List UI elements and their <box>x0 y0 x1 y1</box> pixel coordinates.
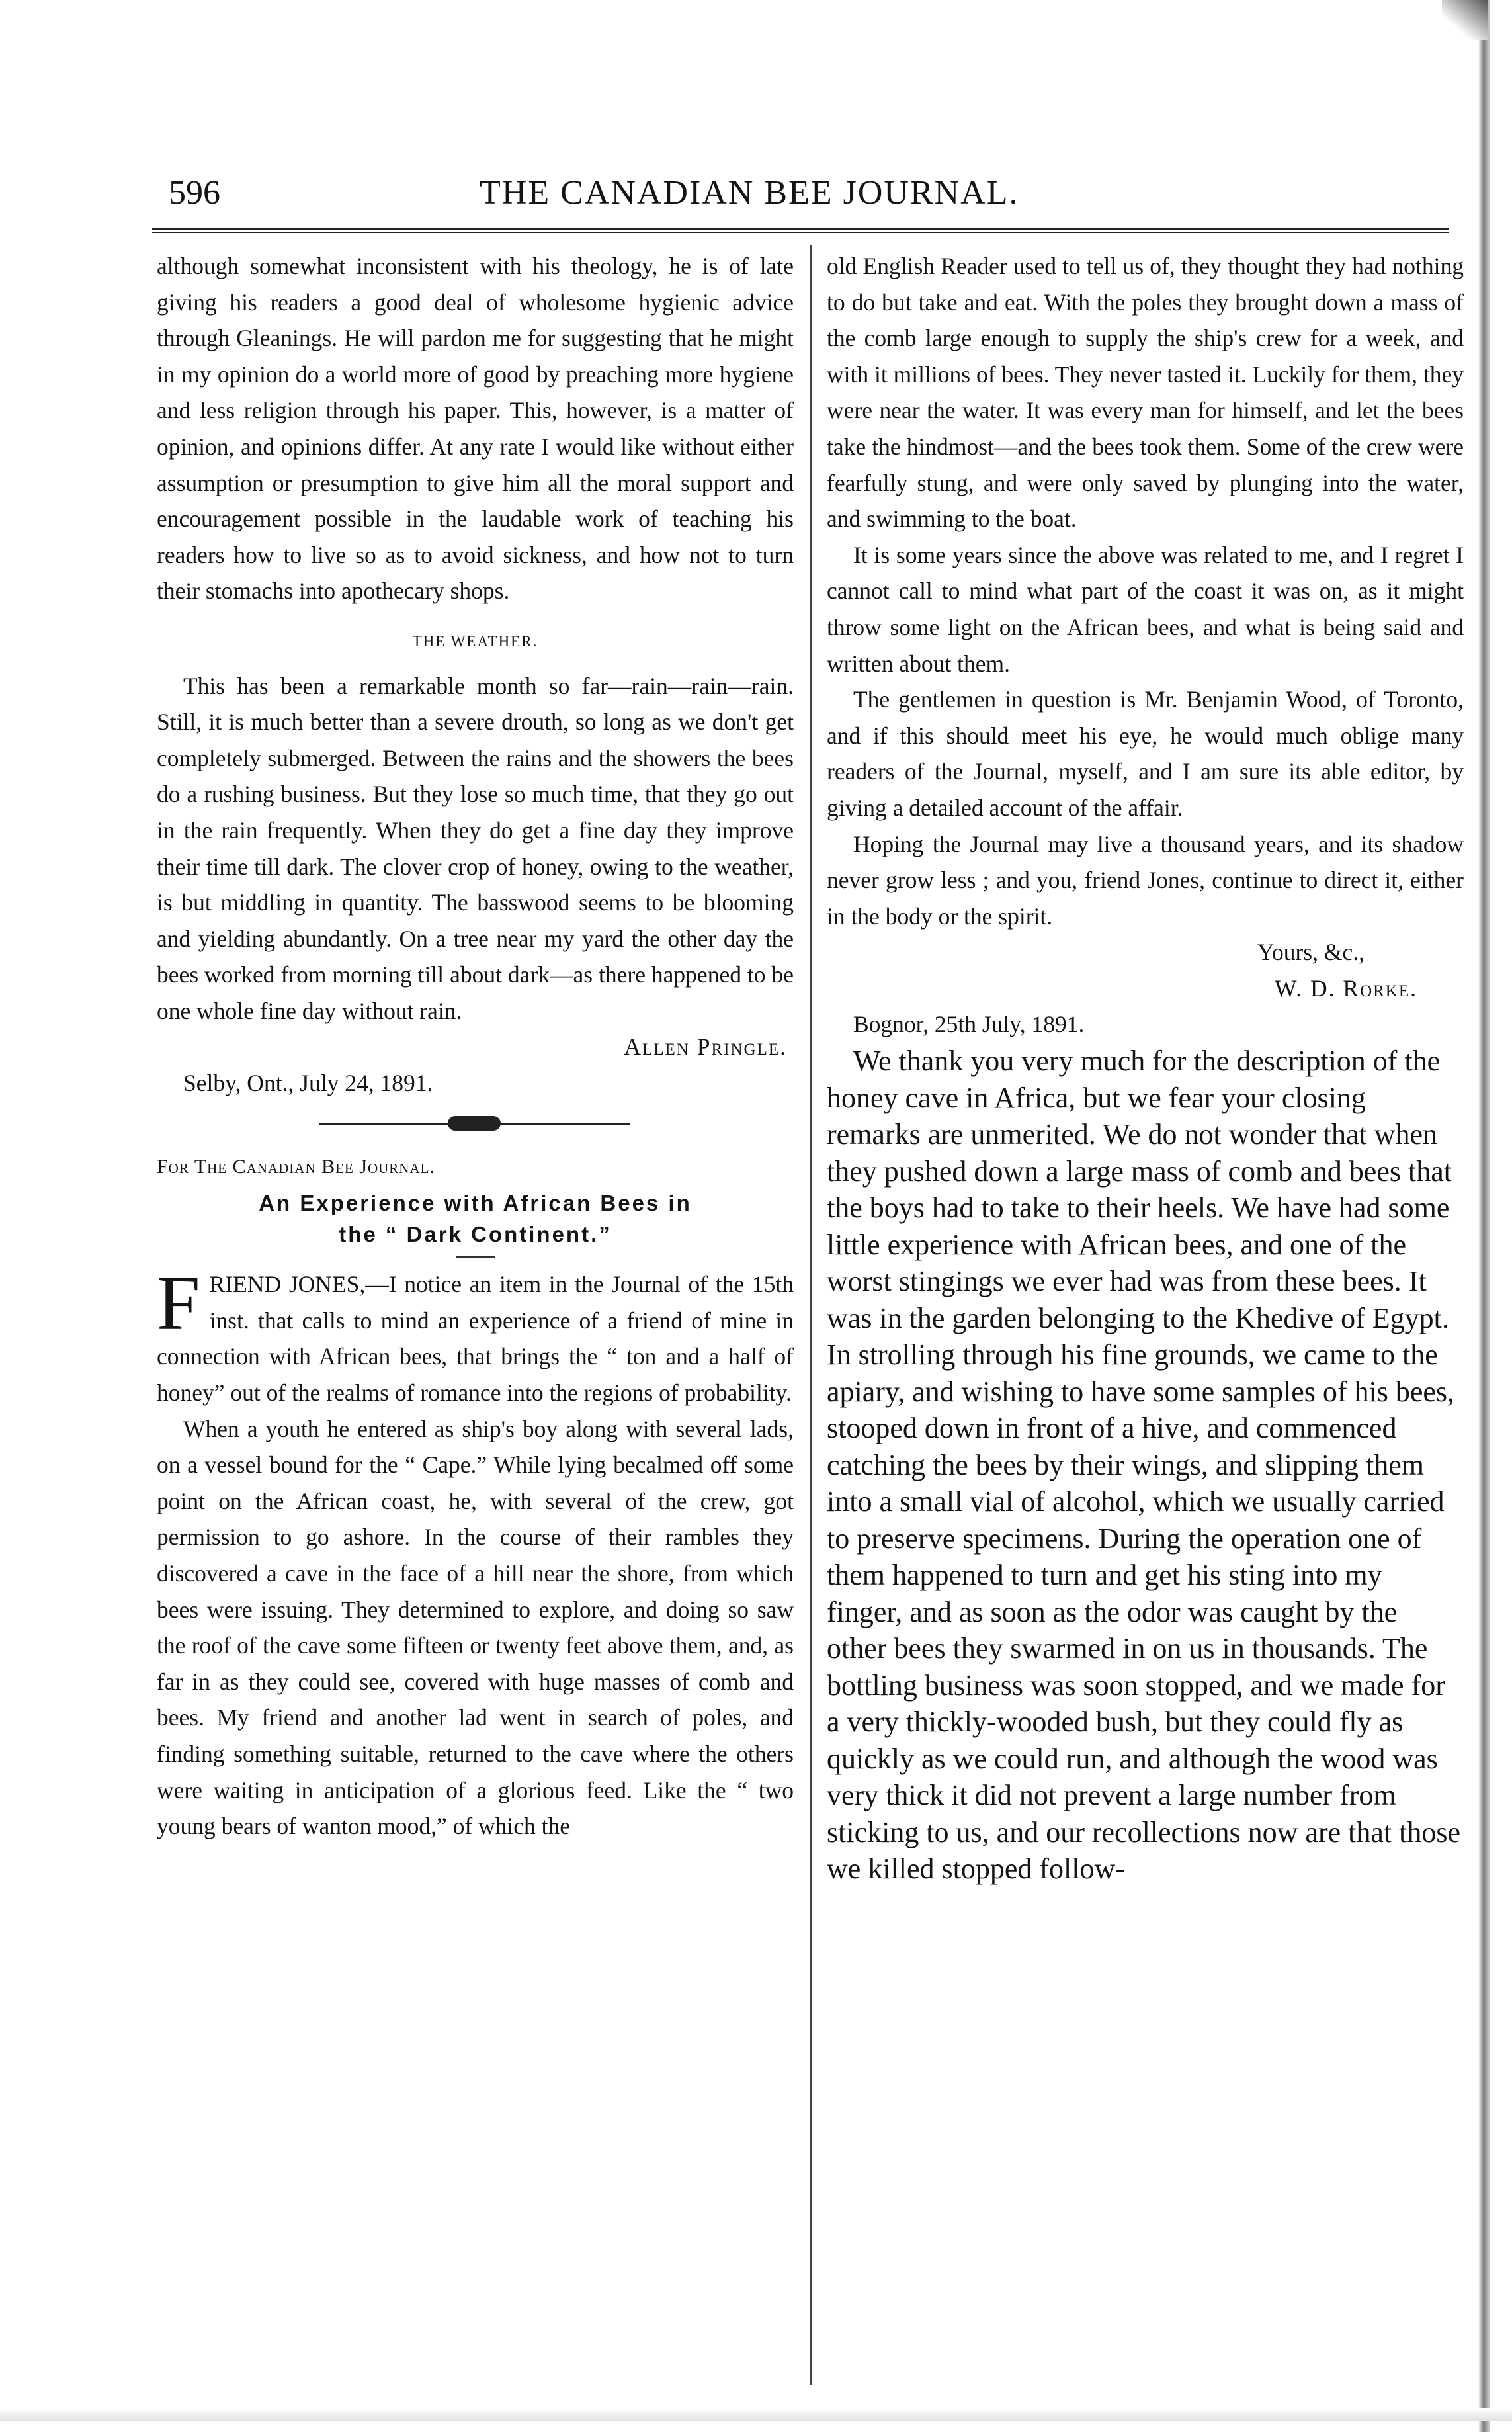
dateline-bognor: Bognor, 25th July, 1891. <box>853 1011 1085 1038</box>
page-header <box>146 173 1462 226</box>
page-number: 596 <box>169 174 220 212</box>
column-divider <box>810 245 812 2385</box>
page-corner-shadow <box>1442 0 1488 40</box>
right-column <box>827 248 1464 1888</box>
signature-rorke: W. D. Rorke. <box>1275 975 1417 1002</box>
dateline-selby: Selby, Ont., July 24, 1891. <box>183 1070 433 1097</box>
left-column <box>157 248 794 1845</box>
section-ornament <box>157 1111 794 1137</box>
paragraph-hoping: Hoping the Journal may live a thousand years, and its shadow never grow less ; and you, friend Jones, continue to direct it, either in the body or the spirit. <box>827 830 1464 930</box>
article-title <box>157 1188 794 1250</box>
for-journal-line: For The Canadian Bee Journal. <box>157 1155 435 1178</box>
journal-title: THE CANADIAN BEE JOURNAL. <box>480 174 1019 212</box>
paragraph-english-reader: old English Reader used to tell us of, they thought they had nothing to do but take and eat. With the poles they brought down a mass of the comb large enough to supply the ship's crew for a week, and with it millions of bees. They never tasted it. Luckily for them, they were near the water. It was every man for himself, and let the bees take the hindmost—and the bees took them. Some of the crew were fearfully stung, and were only saved by plunging into the water, and swimming to the boat. <box>827 253 1464 533</box>
drop-cap: F <box>157 1260 200 1347</box>
paragraph-ships-boy: When a youth he entered as ship's boy along with several lads, on a vessel bound for the “ Cape.” While lying becalmed off some point on the African coast, he, with several of the crew, got permission to go ashore. In the course of their rambles they discovered a cave in the face of a hill near the shore, from which bees were issuing. They determined to explore, and doing so saw the roof of the cave some fifteen or twenty feet above them, and, as far in as they could see, covered with huge masses of comb and bees. My friend and another lad went in search of poles, and finding something suitable, returned to the cave where the others were waiting in anticipation of a glorious feed. Like the “ two young bears of wanton mood,” of which the <box>157 1415 794 1840</box>
paragraph-friend-jones-text: RIEND JONES,—I notice an item in the Journal of the 15th inst. that calls to mind an experience of a friend of mine in connection with African bees, that brings the “ ton and a half of honey” out of the realms of romance into the regions of probability. <box>157 1271 794 1407</box>
editor-reply: We thank you very much for the description of the honey cave in Africa, but we fear your closing remarks are unmerited. We do not wonder that when they pushed down a large mass of comb and bees that the boys had to take to their heels. We have had some little experience with African bees, and one of the worst stingings we ever had was from these bees. It was in the garden belonging to the Khedive of Egypt. In strolling through his fine grounds, we came to the apiary, and wishing to have some samples of his bees, stooped down in front of a hive, and commenced catching the bees by their wings, and slipping them into a small vial of alcohol, which we usually carried to preserve specimens. During the operation one of them happened to turn and get his sting into my finger, and as soon as the odor was caught by the other bees they swarmed in on us in thousands. The bottling business was soon stopped, and we made for a very thickly-wooded bush, but they could fly as quickly as we could run, and although the wood was very thick it did not prevent a large number from sticking to us, and our recollections now are that those we killed stopped follow- <box>827 1045 1460 1886</box>
closing-yours: Yours, &c., <box>1257 939 1365 966</box>
paragraph-hygiene: although somewhat inconsistent with his theology, he is of late giving his readers a good deal of wholesome hygienic advice through Gleanings. He will pardon me for suggesting that he might in my opinion do a world more of good by preaching more hygiene and less religion through his paper. This, however, is a matter of opinion, and opinions differ. At any rate I would like without either assumption or presumption to give him all the moral support and encouragement possible in the laudable work of teaching his readers how to live so as to avoid sickness, and how not to turn their stomachs into apothecary shops. <box>157 253 794 605</box>
ornament-center <box>448 1116 501 1131</box>
weather-heading: THE WEATHER. <box>412 632 538 650</box>
bottom-edge-shadow <box>0 2408 1512 2421</box>
page-edge-shadow <box>1478 0 1490 2432</box>
article-title-line-2: the “ Dark Continent.” <box>339 1222 612 1247</box>
paragraph-weather: This has been a remarkable month so far—rain—rain—rain. Still, it is much better than a severe drouth, so long as we don't get completely submerged. Between the rains and the showers the bees do a rushing business. But they lose so much time, that they go out in the rain frequently. When they do get a fine day they improve their time till dark. The clover crop of honey, owing to the weather, is but middling in quantity. The basswood seems to be blooming and yielding abundantly. On a tree near my yard the other day the bees worked from morning till about dark—as there happened to be one whole fine day without rain. <box>157 672 794 1024</box>
article-title-line-1: An Experience with African Bees in <box>259 1191 692 1216</box>
title-rule <box>456 1256 495 1258</box>
paragraph-friend-jones <box>157 1260 794 1411</box>
signature-pringle: Allen Pringle. <box>624 1033 787 1061</box>
paragraph-related: It is some years since the above was related to me, and I regret I cannot call to mind what part of the coast it was on, as it might throw some light on the African bees, and what is being said and written about them. <box>827 541 1464 677</box>
header-rule <box>152 228 1449 233</box>
paragraph-benjamin-wood: The gentlemen in question is Mr. Benjamin Wood, of Toronto, and if this should meet his eye, he would much oblige many readers of the Journal, myself, and I am sure its able editor, by giving a detailed account of the affair. <box>827 686 1464 821</box>
